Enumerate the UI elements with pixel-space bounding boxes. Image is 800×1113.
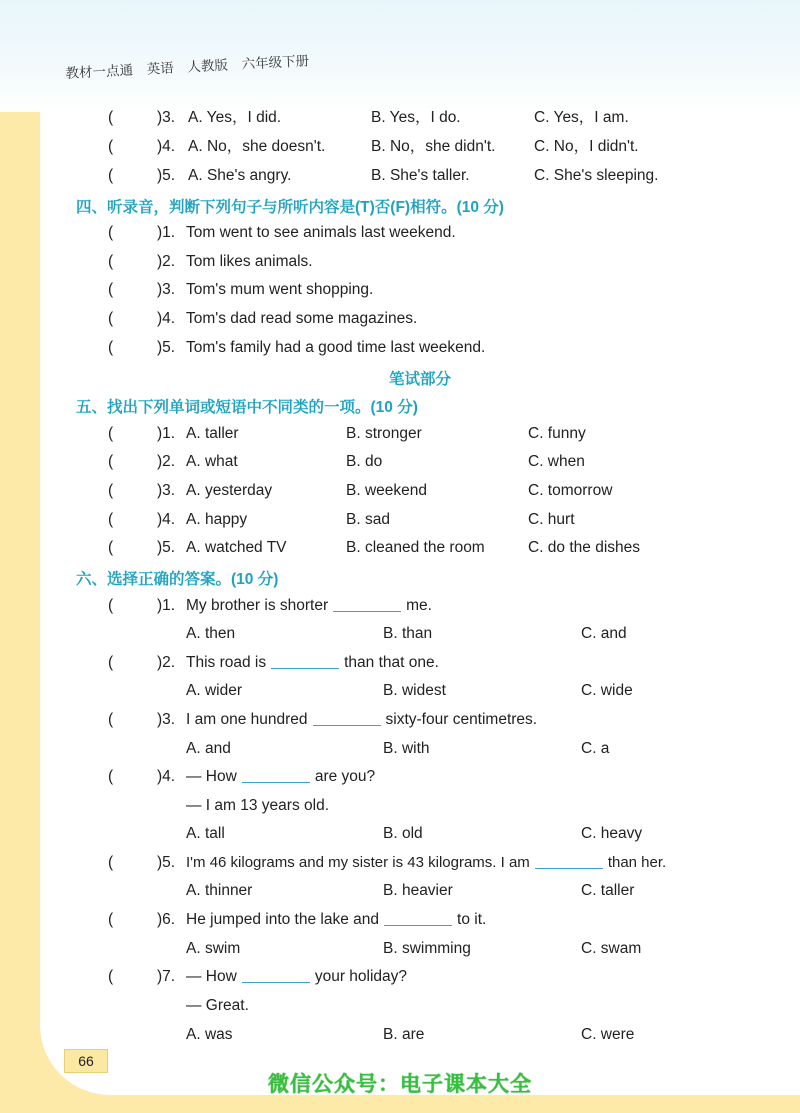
page-number: 66 [64, 1049, 108, 1073]
option-a: A. watched TV [186, 539, 287, 556]
answer-paren[interactable]: ( [108, 968, 114, 985]
option-b: B. cleaned the room [346, 539, 485, 556]
option-a: A. tall [186, 825, 225, 842]
answer-paren[interactable]: ( [108, 597, 114, 614]
answer-paren[interactable]: ( [108, 453, 114, 470]
question-text: I'm 46 kilograms and my sister is 43 kilograms. I am [186, 854, 530, 871]
question-number: )4. [157, 138, 176, 155]
answer-paren[interactable]: ( [108, 768, 114, 785]
question-number: )1. [157, 597, 176, 614]
question-number: )3. [157, 109, 176, 126]
reply-text: — Great. [186, 997, 249, 1014]
question-number: )4. [157, 310, 176, 327]
question-text: My brother is shorter [186, 597, 329, 614]
section-4-title: 四、听录音，判断下列句子与所听内容是(T)否(F)相符。(10 分) [76, 199, 504, 216]
option-a: A. what [186, 453, 238, 470]
option-b: B. old [383, 825, 423, 842]
option-b: B. weekend [346, 482, 427, 499]
option-c: C. were [581, 1026, 635, 1043]
answer-blank[interactable] [271, 654, 339, 669]
answer-paren[interactable]: ( [108, 109, 114, 126]
question-number: )2. [157, 453, 176, 470]
answer-paren[interactable]: ( [108, 654, 114, 671]
option-b: B. She's taller. [371, 167, 470, 184]
option-c: C. and [581, 625, 627, 642]
option-a: A. taller [186, 425, 239, 442]
statement-text: Tom likes animals. [186, 253, 313, 270]
answer-blank[interactable] [535, 854, 603, 869]
option-a: A. wider [186, 682, 242, 699]
option-a: A. No，she doesn't. [188, 138, 326, 155]
answer-paren[interactable]: ( [108, 539, 114, 556]
question-text-end: your holiday? [314, 968, 408, 985]
answer-paren[interactable]: ( [108, 425, 114, 442]
option-a: A. and [186, 740, 231, 757]
question-number: )5. [157, 167, 176, 184]
answer-paren[interactable]: ( [108, 711, 114, 728]
answer-paren[interactable]: ( [108, 224, 114, 241]
question-text-end: to it. [457, 911, 487, 928]
question-text-end: me. [406, 597, 432, 614]
option-c: C. No，I didn't. [534, 138, 639, 155]
option-c: C. a [581, 740, 610, 757]
question-number: )7. [157, 968, 176, 985]
option-b: B. sad [346, 511, 390, 528]
option-a: A. then [186, 625, 236, 642]
answer-paren[interactable]: ( [108, 854, 114, 871]
answer-paren[interactable]: ( [108, 281, 114, 298]
option-a: A. thinner [186, 882, 253, 899]
question-number: )4. [157, 511, 176, 528]
option-a: A. yesterday [186, 482, 273, 499]
option-a: A. She's angry. [188, 167, 292, 184]
header-edition: 人教版 [187, 57, 229, 75]
option-a: A. Yes，I did. [188, 109, 282, 126]
statement-text: Tom went to see animals last weekend. [186, 224, 456, 241]
answer-blank[interactable] [333, 597, 401, 612]
question-number: )3. [157, 711, 176, 728]
question-number: )3. [157, 281, 176, 298]
question-text: — How [186, 968, 237, 985]
option-b: B. do [346, 453, 383, 470]
option-c: C. wide [581, 682, 633, 699]
answer-blank[interactable] [313, 711, 381, 726]
question-text-end: are you? [314, 768, 376, 785]
option-b: B. heavier [383, 882, 453, 899]
question-number: )1. [157, 425, 176, 442]
answer-paren[interactable]: ( [108, 310, 114, 327]
option-c: C. swam [581, 940, 642, 957]
option-c: C. tomorrow [528, 482, 613, 499]
header-subject: 英语 [146, 60, 175, 77]
question-number: )5. [157, 339, 176, 356]
question-text-end: sixty-four centimetres. [385, 711, 538, 728]
question-text-end: than that one. [344, 654, 439, 671]
header-band [0, 0, 800, 112]
question-number: )4. [157, 768, 176, 785]
written-part-heading: 笔试部分 [388, 371, 451, 388]
option-c: C. do the dishes [528, 539, 641, 556]
option-c: C. hurt [528, 511, 575, 528]
answer-blank[interactable] [242, 968, 310, 983]
question-number: )2. [157, 654, 176, 671]
question-text: This road is [186, 654, 267, 671]
answer-paren[interactable]: ( [108, 138, 114, 155]
answer-paren[interactable]: ( [108, 482, 114, 499]
statement-text: Tom's dad read some magazines. [186, 310, 418, 327]
answer-paren[interactable]: ( [108, 167, 114, 184]
question-number: )6. [157, 911, 176, 928]
option-c: C. heavy [581, 825, 643, 842]
option-b: B. than [383, 625, 433, 642]
option-c: C. She's sleeping. [534, 167, 659, 184]
question-text: He jumped into the lake and [186, 911, 380, 928]
option-b: B. are [383, 1026, 425, 1043]
statement-text: Tom's mum went shopping. [186, 281, 374, 298]
footer-watermark: 微信公众号：电子课本大全 [268, 1073, 532, 1096]
question-number: )1. [157, 224, 176, 241]
question-number: )2. [157, 253, 176, 270]
statement-text: Tom's family had a good time last weekend. [186, 339, 486, 356]
option-b: B. No，she didn't. [371, 138, 496, 155]
option-a: A. was [186, 1026, 233, 1043]
option-c: C. Yes，I am. [534, 109, 629, 126]
question-text-end: than her. [607, 854, 667, 871]
option-b: B. stronger [346, 425, 422, 442]
answer-paren[interactable]: ( [108, 911, 114, 928]
question-text: I am one hundred [186, 711, 308, 728]
option-a: A. swim [186, 940, 241, 957]
question-number: )5. [157, 854, 176, 871]
option-b: B. with [383, 740, 430, 757]
answer-blank[interactable] [242, 768, 310, 783]
question-text: — How [186, 768, 237, 785]
option-a: A. happy [186, 511, 248, 528]
answer-paren[interactable]: ( [108, 253, 114, 270]
answer-paren[interactable]: ( [108, 511, 114, 528]
section-6-title: 六、选择正确的答案。(10 分) [76, 571, 279, 588]
option-c: C. when [528, 453, 585, 470]
header-book: 教材一点通 [65, 62, 134, 82]
option-c: C. taller [581, 882, 635, 899]
question-number: )5. [157, 539, 176, 556]
option-c: C. funny [528, 425, 586, 442]
answer-paren[interactable]: ( [108, 339, 114, 356]
header-grade: 六年级下册 [241, 53, 310, 72]
option-b: B. widest [383, 682, 446, 699]
reply-text: — I am 13 years old. [186, 797, 330, 814]
option-b: B. Yes，I do. [371, 109, 461, 126]
option-b: B. swimming [383, 940, 471, 957]
section-5-title: 五、找出下列单词或短语中不同类的一项。(10 分) [76, 399, 418, 416]
answer-blank[interactable] [384, 911, 452, 926]
question-number: )3. [157, 482, 176, 499]
